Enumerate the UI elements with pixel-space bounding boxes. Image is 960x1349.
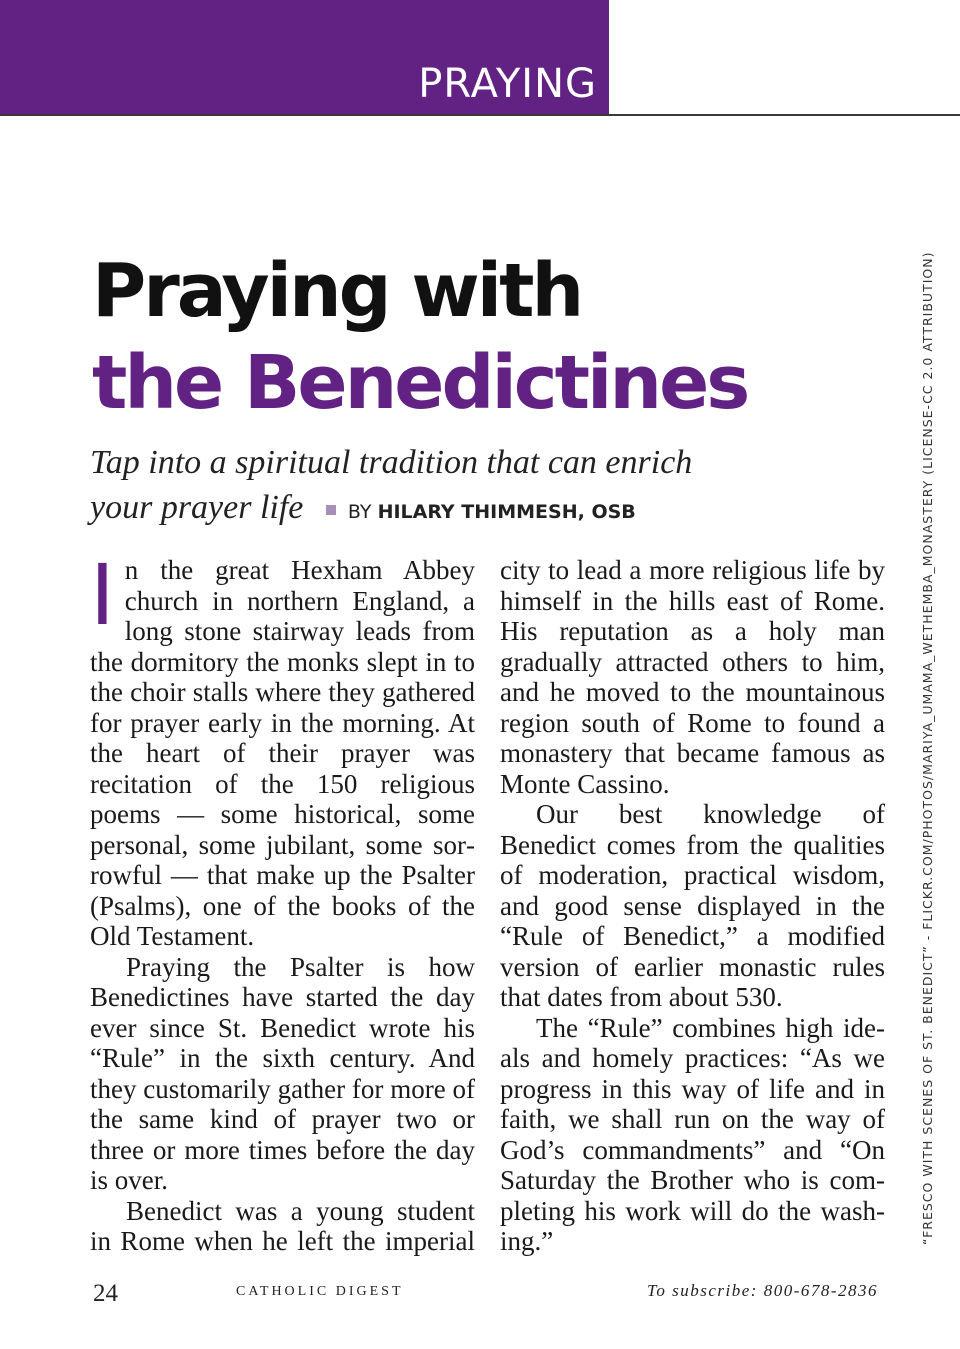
paragraph-1 [90, 546, 475, 952]
header-rule [0, 114, 960, 116]
byline-by: BY [347, 501, 372, 523]
author-name: HILARY THIMMESH, OSB [377, 501, 636, 523]
section-banner [0, 0, 609, 115]
page-number: 24 [93, 1280, 118, 1307]
paragraph-5: The “Rule” combines high ideals and homely practices: “As we progress in this way of life and in faith, we shall run on the way of God’s commandments” and “On Saturday the Brother who is completing his work will do the washing.” [500, 1012, 885, 1256]
deck [90, 440, 730, 535]
paragraph-3: Benedict was a young student in Rome when he left the imperial [90, 1195, 475, 1256]
section-label: PRAYING [418, 61, 597, 107]
bullet-square-icon [326, 505, 336, 515]
headline-line-2: the Benedictines [92, 340, 748, 426]
paragraph-3-continued: city to lead a more religious life by himself in the hills east of Rome. His reputation as a holy man gradually attracted others to him, and he moved to the mountainous region south of Rome to found a monastery that became famous as Monte Cassino. [500, 555, 885, 799]
drop-cap: I [90, 546, 115, 644]
headline [92, 245, 792, 429]
article-column-left [90, 546, 475, 1257]
paragraph-4: Our best knowledge of Benedict comes from the qualities of moderation, practical wisdom, and good sense displayed in the “Rule of Benedict,” a modified version of earlier monastic rules that dates from about 530. [500, 799, 885, 1012]
byline [312, 501, 636, 523]
subscribe-line: To subscribe: 800-678-2836 [647, 1281, 879, 1300]
article-column-right [500, 555, 885, 1257]
headline-line-1: Praying with [92, 248, 582, 334]
publication-name: CATHOLIC DIGEST [236, 1284, 404, 1299]
photo-credit: “FRESCO WITH SCENES OF ST. BENEDICT” - FLICKR.COM/PHOTOS/MARIYA_UMAMA_WETHEMBA_MONASTERY (LICENSE-CC 2.0 ATTRIBUTION) [920, 251, 935, 1245]
deck-text: Tap into a spiritual tradition that can enrich your prayer life [90, 444, 693, 526]
paragraph-2: Praying the Psalter is how Benedictines have started the day ever since St. Benedict wrote his “Rule” in the sixth century. And they customarily gather for more of the same kind of prayer two or three or more times before the day is over. [90, 951, 475, 1195]
paragraph-1-text: n the great Hexham Abbey church in northern England, a long stone stairway leads from the dormitory the monks slept in to the choir stalls where they gathered for prayer early in the morning. At the heart of their prayer was recitation of the 150 religious poems — some historical, some personal, some jubilant, some sorrowful — that make up the Psalter (Psalms), one of the books of the Old Testament. [90, 555, 475, 951]
